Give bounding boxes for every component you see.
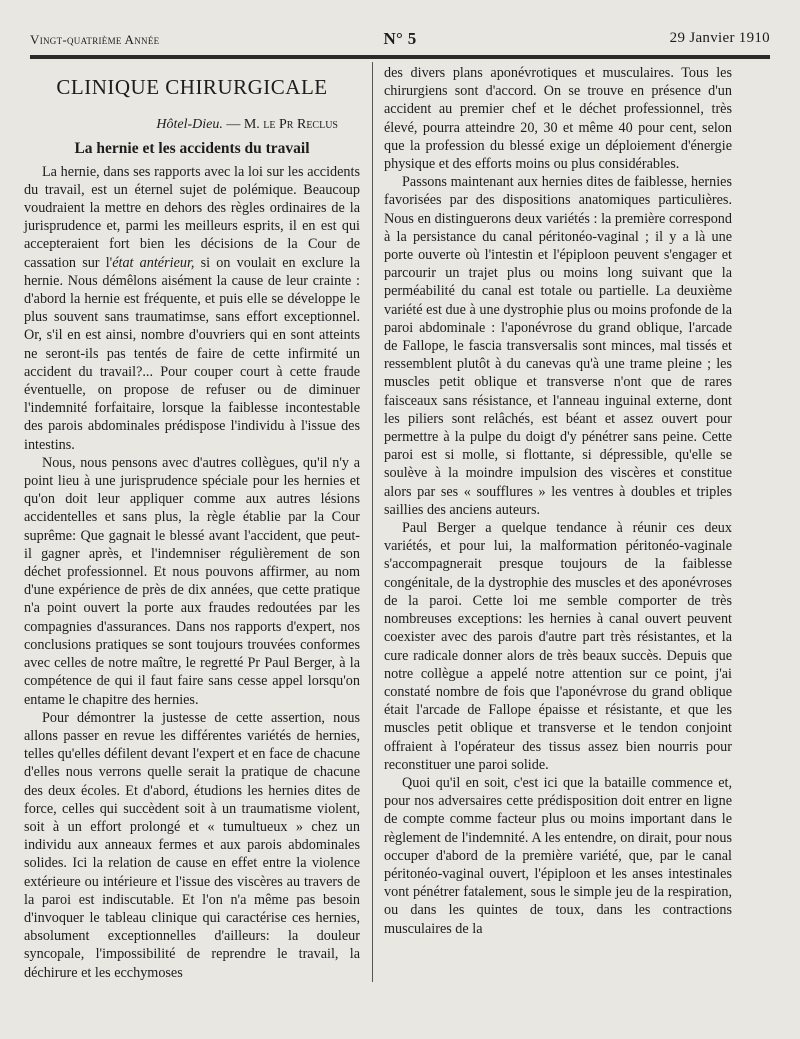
byline [24,116,338,134]
running-head-issue-number: N° 5 [383,29,417,48]
header-rule [30,55,770,59]
paragraph: Nous, nous pensons avec d'autres collègues, qu'il n'y a point lieu à une jurisprudence spéciale pour les hernies et qu'on doit leur appliquer comme aux autres lésions accidentelles et sans plus, la règle établie par la Cour suprême: Que gagnait le blessé avant l'accident, que peut-il gagner après, et l'indemniser régulièrement de son déchet professionnel. Et nous pouvons affirmer, au nom d'une expérience de près de dix années, que cette pratique n'a point ouvert la porte aux fraudes redoutées par les compagnies d'assurances. Dans nos rapports d'expert, nos conclusions pratiques se sont toujours trouvées conformes avec celles de notre maître, le regretté Pr Paul Berger, à la compétence de qui il faut faire sans cesse appel lorsqu'on entame le chapitre des hernies. [24,454,360,708]
paragraph-text: si on voulait en exclure la hernie. Nous démêlons aisément la cause de leur crainte : d'abord la hernie est fréquente, et puis elle se développe le plus souvent sans traumatimse, sans effort exceptionnel. Or, s'il en est ainsi, nombre d'ouvriers qui en sont atteints ne seront-ils pas tentés de faire de cette infirmité un accident du travail?... Pour couper court à cette fraude éventuelle, on propose de refuser ou de diminuer l'indemnité forfaitaire, lorsque la faiblesse incontestable des parois abdominales prédispose l'individu à l'issue des intestins. [24,254,360,453]
paragraph: Paul Berger a quelque tendance à réunir ces deux variétés, et pour lui, la malformation péritonéo-vaginale s'accompagnerait presque toujours de la faiblesse congénitale, de la dystrophie des muscles et des aponévroses de la paroi. Cette loi me semble comporter de très nombreuses exceptions: les hernies à canal ouvert peuvent coexister avec des parois d'autre part très résistantes, et la cure radicale donner alors de très beaux succès. Depuis que notre collègue a appelé notre attention sur ce point, j'ai constaté nombre de fois que l'aponévrose du grand oblique était l'arcade de Fallope épaisse et résistante, et que les muscles petit oblique et transverse et le tendon conjoint offraient à l'opérateur des tissus assez bien nourris pour reconstituer une paroi solide. [384,520,732,773]
paragraph: Quoi qu'il en soit, c'est ici que la bataille commence et, pour nos adversaires cette prédisposition doit entrer en ligne de compte comme facteur plus ou moins important dans le règlement de l'indemnité. A les entendre, on dirait, pour nous occuper d'abord de la première variété, que, par le canal péritonéo-vaginal ouvert, l'épiploon et les anses intestinales vont pénétrer fatalement, sous le simple jeu de la respiration, ou dans les quintes de toux, dans les contractions musculaires de la [384,774,732,937]
italic-phrase: état antérieur, [112,254,195,271]
paragraph: Pour démontrer la justesse de cette assertion, nous allons passer en revue les différentes variétés de hernies, telles qu'elles défilent devant l'expert et en face de chacune d'elles nous verrons quelle serait la pratique de chacune des deux écoles. Et d'abord, étudions les hernies dites de force, celles qui succèdent soit à un traumatisme violent, soit à un effort prolongé et « tumultueux » chez un individu aux anneaux fermes et aux parois abdominales solides. Ici la relation de cause en effet entre la violence extérieure ou intérieure et l'issue des viscères au travers de la paroi est indiscutable. Et l'on n'a même pas besoin d'invoquer le tableau clinique qui caractérise ces hernies, absolument exceptionnelles d'ailleurs: la douleur syncopale, l'impossibilité de reprendre le travail, la déchirure et les ecchymoses [24,709,360,981]
byline-location: Hôtel-Dieu. [156,117,223,133]
byline-separator: — [222,117,244,133]
right-column [384,64,732,938]
paragraph-continued: des divers plans aponévrotiques et musculaires. Tous les chirurgiens sont d'accord. On se trouve en présence d'un accident au premier chef et le déchet professionnel, très élevé, pourra atteindre 20, 30 et même 40 pour cent, selon que la profession du blessé exige un déploiement d'énergie physique et des efforts moins ou plus considérables. [384,65,732,173]
left-column [24,64,360,982]
paragraph [24,163,360,454]
article-title: La hernie et les accidents du travail [74,140,310,158]
running-head-date: 29 Janvier 1910 [669,30,770,46]
byline-author: M. le Pr Reclus [243,117,338,133]
paragraph-text: La hernie, dans ses rapports avec la loi sur les accidents du travail, est un éternel sujet de polémique. Beaucoup voudraient la mettre en dehors des règles ordinaires de la jurisprudence et, parmi les meilleurs esprits, il en est qui accepteraient fort bien les décisions de la Cour de cassation sur l' [24,163,360,271]
column-divider [372,62,373,982]
running-head-volume: Vingt-quatrième Année [30,32,160,47]
section-title: CLINIQUE CHIRURGICALE [56,75,328,99]
paragraph: Passons maintenant aux hernies dites de faiblesse, hernies favorisées par des dispositions anatomiques particulières. Nous en distinguerons deux variétés : la première correspond à la persistance du canal péritonéo-vaginal ; il y a là une porte ouverte où l'intestin et l'épiploon peuvent s'engager et parcourir un trajet plus ou moins long suivant que la perméabilité du canal est totale ou partielle. La deuxième variété est due à une dystrophie plus ou moins profonde de la paroi abdominale : l'aponévrose du grand oblique, l'arcade de Fallope, le fascia transversalis sont minces, mal tissés et ressemblent plutôt à du canevas qu'à une trame pleine ; les muscles petit oblique et transverse n'ont que de rares faisceaux sans résistance, et l'anneau inguinal externe, dont les piliers sont relâchés, est béant et assez ouvert pour permettre à la pulpe du doigt d'y pénétrer sans peine. Cette paroi est si molle, si flottante, si dépressible, qu'elle se soulève à la moindre impulsion des viscères et constitue alors par ses « soufflures » les ventres à doubles et triples saillies des anciens auteurs. [384,174,732,518]
running-head [30,30,770,52]
